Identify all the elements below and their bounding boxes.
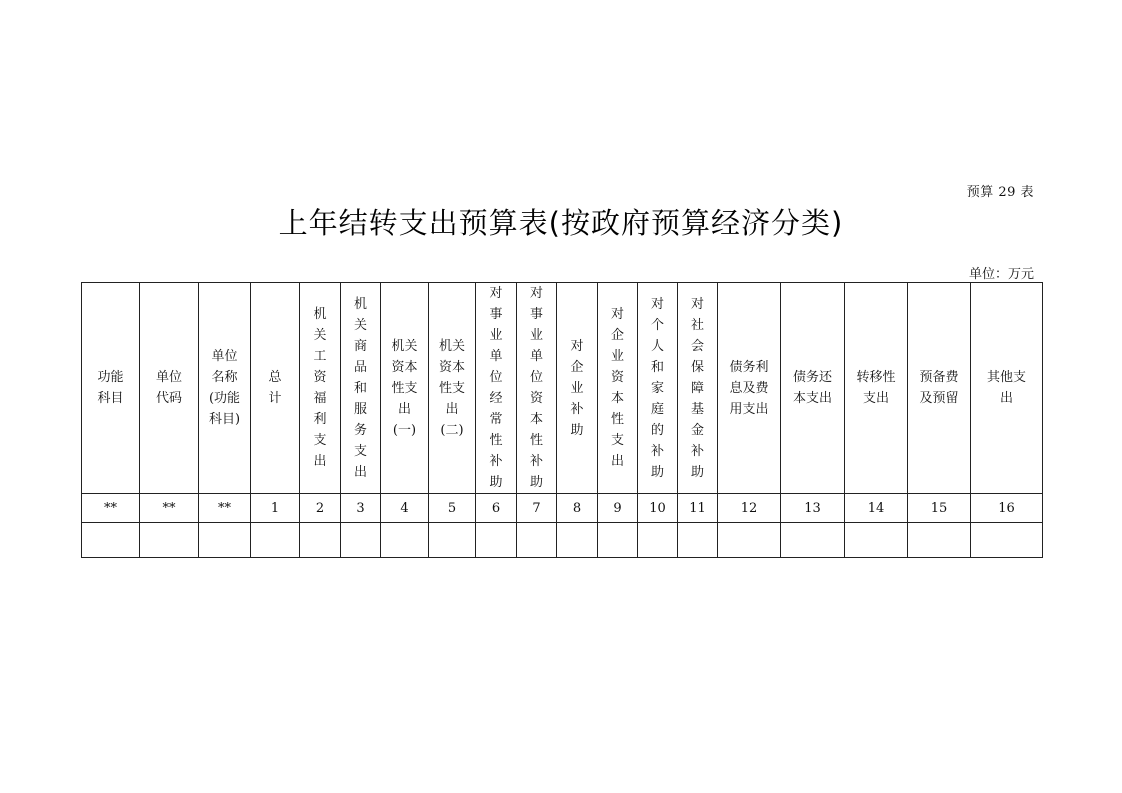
header-label: 对 个 人 和 家 庭 的 补 助 [650, 296, 664, 480]
header-label: 对 企 业 补 助 [570, 338, 584, 438]
header-cell [251, 283, 300, 494]
index-cell: 10 [638, 494, 678, 523]
index-cell: ** [82, 494, 140, 523]
header-cell [598, 283, 638, 494]
index-cell: 3 [341, 494, 381, 523]
header-cell [971, 283, 1043, 494]
header-row [82, 283, 1043, 494]
header-label: 其他支 出 [986, 370, 1026, 406]
index-cell: 12 [718, 494, 781, 523]
budget-table [81, 282, 1043, 558]
header-cell [557, 283, 598, 494]
data-cell [557, 523, 598, 558]
index-cell: 15 [908, 494, 971, 523]
data-cell [517, 523, 557, 558]
header-label: 对 事 业 单 位 经 常 性 补 助 [489, 286, 503, 490]
header-label: 单位 名称 (功能 科目) [208, 349, 241, 427]
index-cell: 4 [381, 494, 429, 523]
data-cell [199, 523, 251, 558]
header-cell [638, 283, 678, 494]
header-label: 转移性 支出 [856, 370, 896, 406]
data-cell [82, 523, 140, 558]
data-cell [718, 523, 781, 558]
data-cell [638, 523, 678, 558]
header-label: 总 计 [268, 370, 282, 406]
data-cell [476, 523, 517, 558]
data-cell [781, 523, 845, 558]
header-label: 预备费 及预留 [919, 370, 959, 406]
header-label: 对 事 业 单 位 资 本 性 补 助 [529, 286, 543, 490]
header-label: 债务利 息及费 用支出 [729, 359, 769, 417]
index-cell: 2 [300, 494, 341, 523]
header-label: 机 关 工 资 福 利 支 出 [313, 307, 327, 469]
header-cell [845, 283, 908, 494]
header-label: 机关 资本 性支 出 (一) [391, 338, 418, 438]
index-cell: 11 [678, 494, 718, 523]
data-cell [598, 523, 638, 558]
header-cell [341, 283, 381, 494]
header-label: 单位 代码 [155, 370, 182, 406]
index-cell: 1 [251, 494, 300, 523]
header-cell [908, 283, 971, 494]
header-label: 机 关 商 品 和 服 务 支 出 [353, 296, 367, 480]
data-cell [341, 523, 381, 558]
index-cell: 6 [476, 494, 517, 523]
header-cell [82, 283, 140, 494]
header-cell [199, 283, 251, 494]
header-cell [429, 283, 476, 494]
data-cell [300, 523, 341, 558]
header-label: 功能 科目 [97, 370, 124, 406]
index-cell: 5 [429, 494, 476, 523]
data-cell [140, 523, 199, 558]
index-cell: 8 [557, 494, 598, 523]
header-cell [476, 283, 517, 494]
header-label: 债务还 本支出 [792, 370, 832, 406]
index-cell: 9 [598, 494, 638, 523]
index-cell: 16 [971, 494, 1043, 523]
index-cell: ** [140, 494, 199, 523]
form-number: 预算 29 表 [966, 185, 1034, 200]
index-cell: 13 [781, 494, 845, 523]
data-cell [971, 523, 1043, 558]
page-title: 上年结转支出预算表(按政府预算经济分类) [278, 206, 844, 240]
header-cell [781, 283, 845, 494]
header-label: 对 企 业 资 本 性 支 出 [610, 307, 624, 469]
data-cell [678, 523, 718, 558]
index-cell: ** [199, 494, 251, 523]
unit-label: 单位：万元 [968, 267, 1034, 282]
header-cell [678, 283, 718, 494]
data-cell [845, 523, 908, 558]
header-label: 对 社 会 保 障 基 金 补 助 [690, 296, 704, 480]
header-cell [718, 283, 781, 494]
header-cell [300, 283, 341, 494]
data-row [82, 523, 1043, 558]
header-cell [381, 283, 429, 494]
header-cell [140, 283, 199, 494]
index-cell: 7 [517, 494, 557, 523]
data-cell [908, 523, 971, 558]
index-cell: 14 [845, 494, 908, 523]
data-cell [251, 523, 300, 558]
index-row [82, 494, 1043, 523]
data-cell [429, 523, 476, 558]
data-cell [381, 523, 429, 558]
header-cell [517, 283, 557, 494]
header-label: 机关 资本 性支 出 (二) [438, 338, 465, 438]
